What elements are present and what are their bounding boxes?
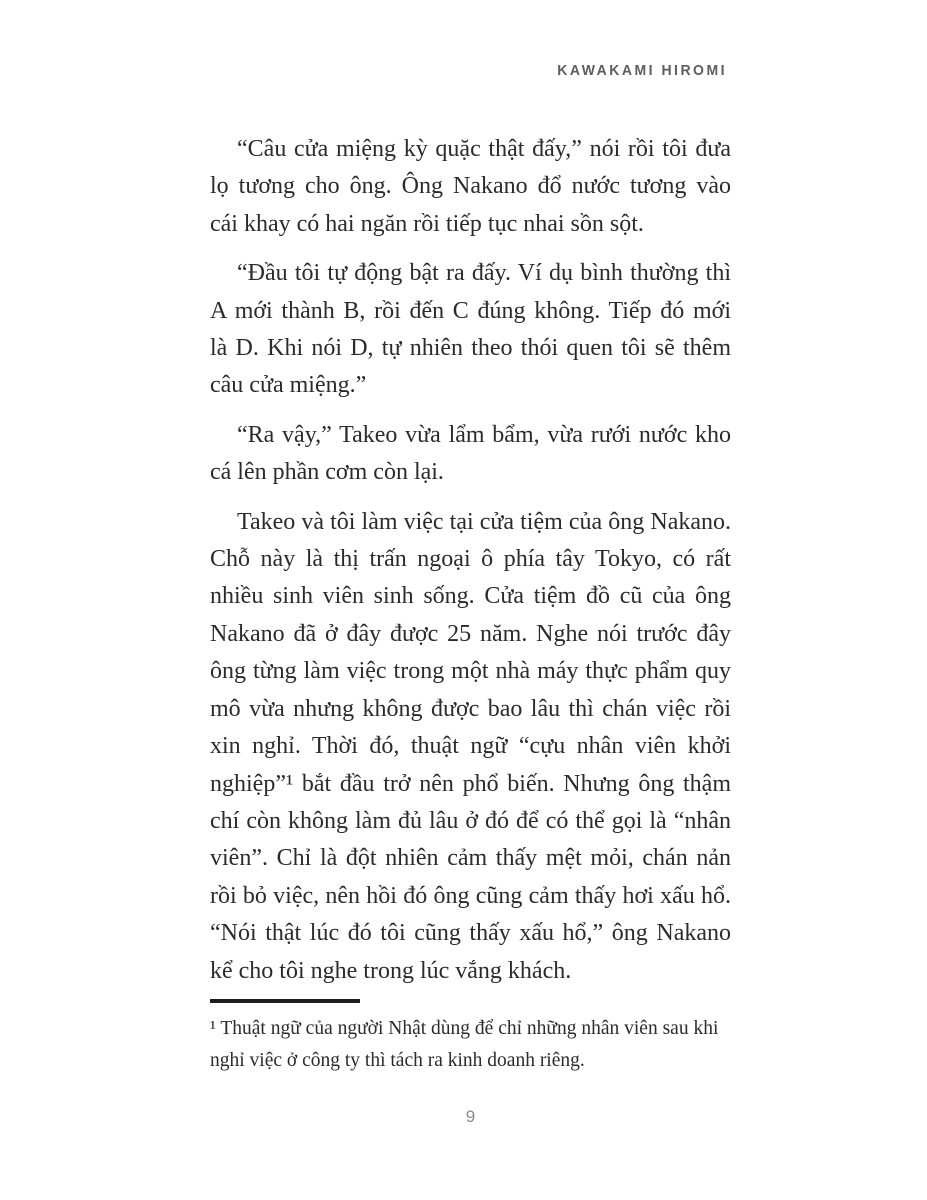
text-line: câu cửa miệng.” — [210, 372, 367, 399]
text-line: rồi bỏ việc, nên hồi đó ông cũng cảm thấy hơi xấu hổ. — [210, 882, 731, 909]
text-line: lọ tương cho ông. Ông Nakano đổ nước tương vào — [210, 173, 731, 200]
text-line: nhiều sinh viên sinh sống. Cửa tiệm đồ cũ của ông — [210, 583, 731, 610]
text-line: Takeo và tôi làm việc tại cửa tiệm của ông Nakano. — [237, 508, 731, 535]
footnote-text-line: nghỉ việc ở công ty thì tách ra kinh doanh riêng. — [210, 1049, 585, 1071]
text-line: cá lên phần cơm còn lại. — [210, 459, 444, 486]
running-head-author: KAWAKAMI HIROMI — [557, 61, 727, 79]
text-line: cái khay có hai ngăn rồi tiếp tục nhai sồn sột. — [210, 210, 644, 237]
text-line: xin nghỉ. Thời đó, thuật ngữ “cựu nhân viên khởi — [210, 733, 731, 760]
text-line: “Đầu tôi tự động bật ra đấy. Ví dụ bình thường thì — [237, 260, 731, 287]
text-line: “Ra vậy,” Takeo vừa lẩm bẩm, vừa rưới nước kho — [237, 421, 731, 448]
paragraph — [210, 417, 731, 492]
page-number: 9 — [465, 1107, 476, 1126]
text-line: kể cho tôi nghe trong lúc vắng khách. — [210, 957, 572, 984]
footnote-rule — [210, 999, 360, 1003]
text-line: là D. Khi nói D, tự nhiên theo thói quen tôi sẽ thêm — [210, 335, 731, 362]
text-line: Nakano đã ở đây được 25 năm. Nghe nói trước đây — [210, 620, 731, 647]
text-line: “Câu cửa miệng kỳ quặc thật đấy,” nói rồi tôi đưa — [237, 136, 731, 162]
paragraph — [210, 504, 731, 990]
text-line: “Nói thật lúc đó tôi cũng thấy xấu hổ,” ông Nakano — [210, 920, 731, 947]
text-line: A mới thành B, rồi đến C đúng không. Tiếp đó mới — [210, 297, 731, 324]
text-line: viên”. Chỉ là đột nhiên cảm thấy mệt mỏi, chán nản — [210, 845, 731, 872]
text-line: mô vừa nhưng không được bao lâu thì chán việc rồi — [210, 695, 731, 722]
text-line: nghiệp”¹ bắt đầu trở nên phổ biến. Nhưng ông thậm — [210, 770, 731, 797]
footnote-text-line: ¹ Thuật ngữ của người Nhật dùng để chỉ những nhân viên sau khi — [210, 1018, 719, 1039]
text-line: Chỗ này là thị trấn ngoại ô phía tây Tokyo, có rất — [210, 546, 731, 573]
footnote-lines — [210, 1013, 731, 1076]
text-line: ông từng làm việc trong một nhà máy thực phẩm quy — [210, 658, 731, 685]
paragraph — [210, 255, 731, 405]
body-text — [210, 131, 731, 1002]
text-line: chí còn không làm đủ lâu ở đó để có thể gọi là “nhân — [210, 807, 731, 834]
paragraph — [210, 131, 731, 243]
footnote — [210, 999, 731, 1076]
